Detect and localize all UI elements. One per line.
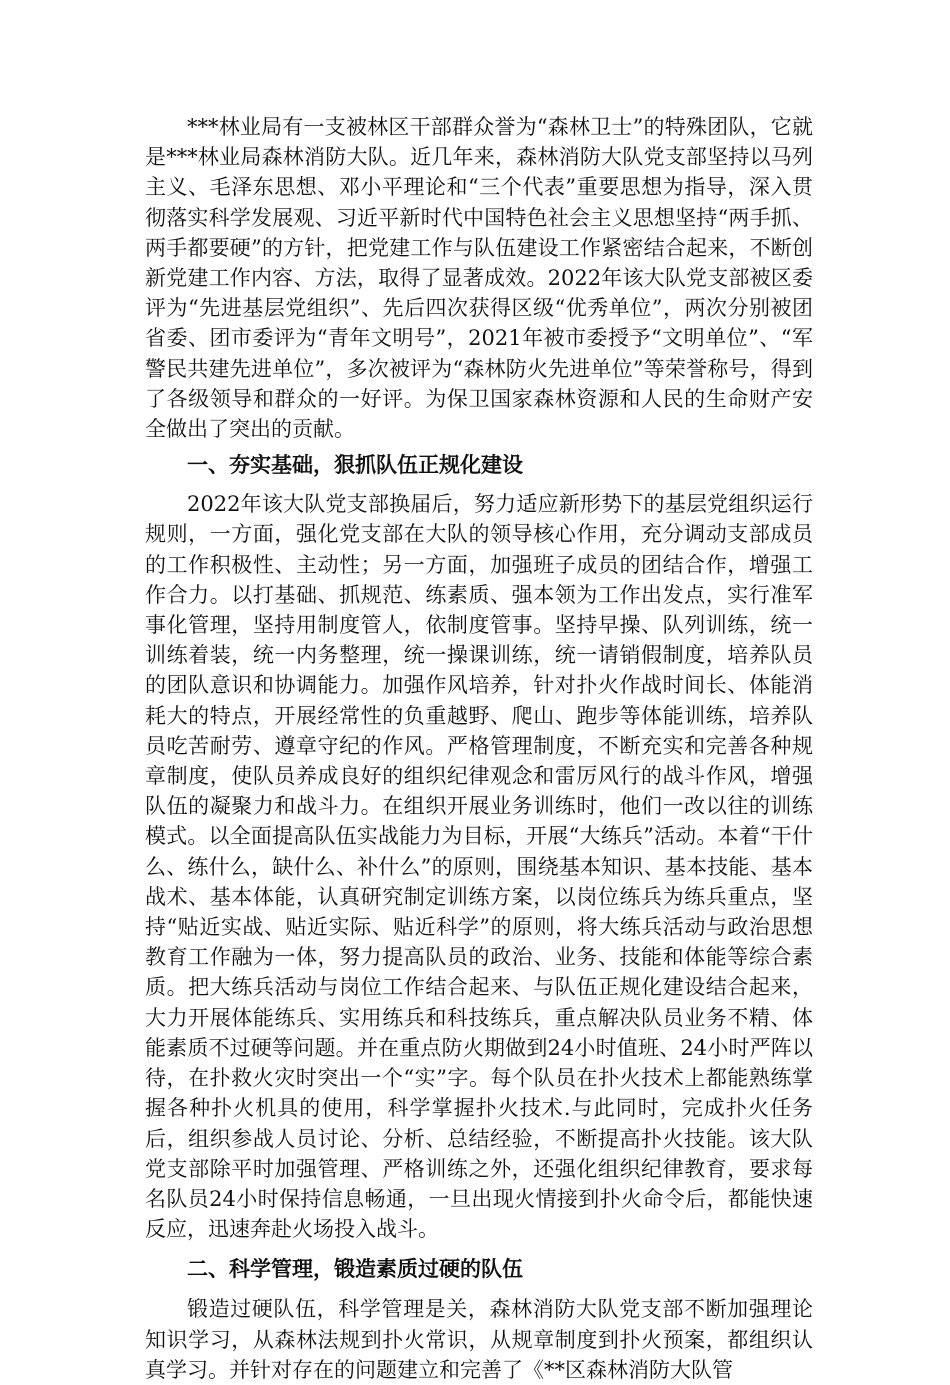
section-heading-2: 二、科学管理，锻造素质过硬的队伍 xyxy=(187,1257,523,1282)
section-heading-1: 一、夯实基础，狠抓队伍正规化建设 xyxy=(187,453,523,478)
section-1-paragraph: 2022年该大队党支部换届后，努力适应新形势下的基层党组织运行规则，一方面，强化党支部在大队的领导核心作用，充分调动支部成员的工作积极性、主动性；另一方面，加强班子成员的团结合作，增强工作合力。以打基础、抓规范、练素质、强本领为工作出发点，实行准军事化管理，坚持用制度管人，依制度管事。坚持早操、队列训练，统一训练着装，统一内务整理，统一操课训练，统一请销假制度，培养队员的团队意识和协调能力。加强作风培养，针对扑火作战时间长、体能消耗大的特点，开展经常性的负重越野、爬山、跑步等体能训练，培养队员吃苦耐劳、遵章守纪的作风。严格管理制度，不断充实和完善各种规章制度，使队员养成良好的组织纪律观念和雷厉风行的战斗作风，增强队伍的凝聚力和战斗力。在组织开展业务训练时，他们一改以往的训练模式。以全面提高队伍实战能力为目标，开展“大练兵”活动。本着“干什么、练什么，缺什么、补什么”的原则，围绕基本知识、基本技能、基本战术、基本体能，认真研究制定训练方案，以岗位练兵为练兵重点，坚持“贴近实战、贴近实际、贴近科学”的原则，将大练兵活动与政治思想教育工作融为一体，努力提高队员的政治、业务、技能和体能等综合素质。把大练兵活动与岗位工作结合起来、与队伍正规化建设结合起来，大力开展体能练兵、实用练兵和科技练兵，重点解决队员业务不精、体能素质不过硬等问题。并在重点防火期做到24小时值班、24小时严阵以待，在扑救火灾时突出一个“实”字。每个队员在扑火技术上都能熟练掌握各种扑火机具的使用，科学掌握扑火技术.与此同时，完成扑火任务后，组织参战人员讨论、分析、总结经验，不断提高扑火技能。该大队党支部除平时加强管理、严格训练之外，还强化组织纪律教育，要求每名队员24小时保持信息畅通，一旦出现火情接到扑火命令后，都能快速反应，迅速奔赴火场投入战斗。 xyxy=(145,492,813,1242)
intro-paragraph: ***林业局有一支被林区干部群众誉为“森林卫士”的特殊团队，它就是***林业局森林消防大队。近几年来，森林消防大队党支部坚持以马列主义、毛泽东思想、邓小平理论和“三个代表”重要思想为指导，深入贯彻落实科学发展观、习近平新时代中国特色社会主义思想坚持“两手抓、两手都要硬”的方针，把党建工作与队伍建设工作紧密结合起来，不断创新党建工作内容、方法，取得了显著成效。2022年该大队党支部被区委评为“先进基层党组织”、先后四次获得区级“优秀单位”，两次分别被团省委、团市委评为“青年文明号”，2021年被市委授予“文明单位”、“军警民共建先进单位”，多次被评为“森林防火先进单位”等荣誉称号，得到了各级领导和群众的一好评。为保卫国家森林资源和人民的生命财产安全做出了突出的贡献。 xyxy=(145,115,813,442)
section-2-paragraph: 锻造过硬队伍，科学管理是关，森林消防大队党支部不断加强理论知识学习，从森林法规到扑火常识，从规章制度到扑火预案，都组织认真学习。并针对存在的问题建立和完善了《**区森林消防大队管 xyxy=(145,1297,813,1382)
document-page xyxy=(145,112,813,1385)
